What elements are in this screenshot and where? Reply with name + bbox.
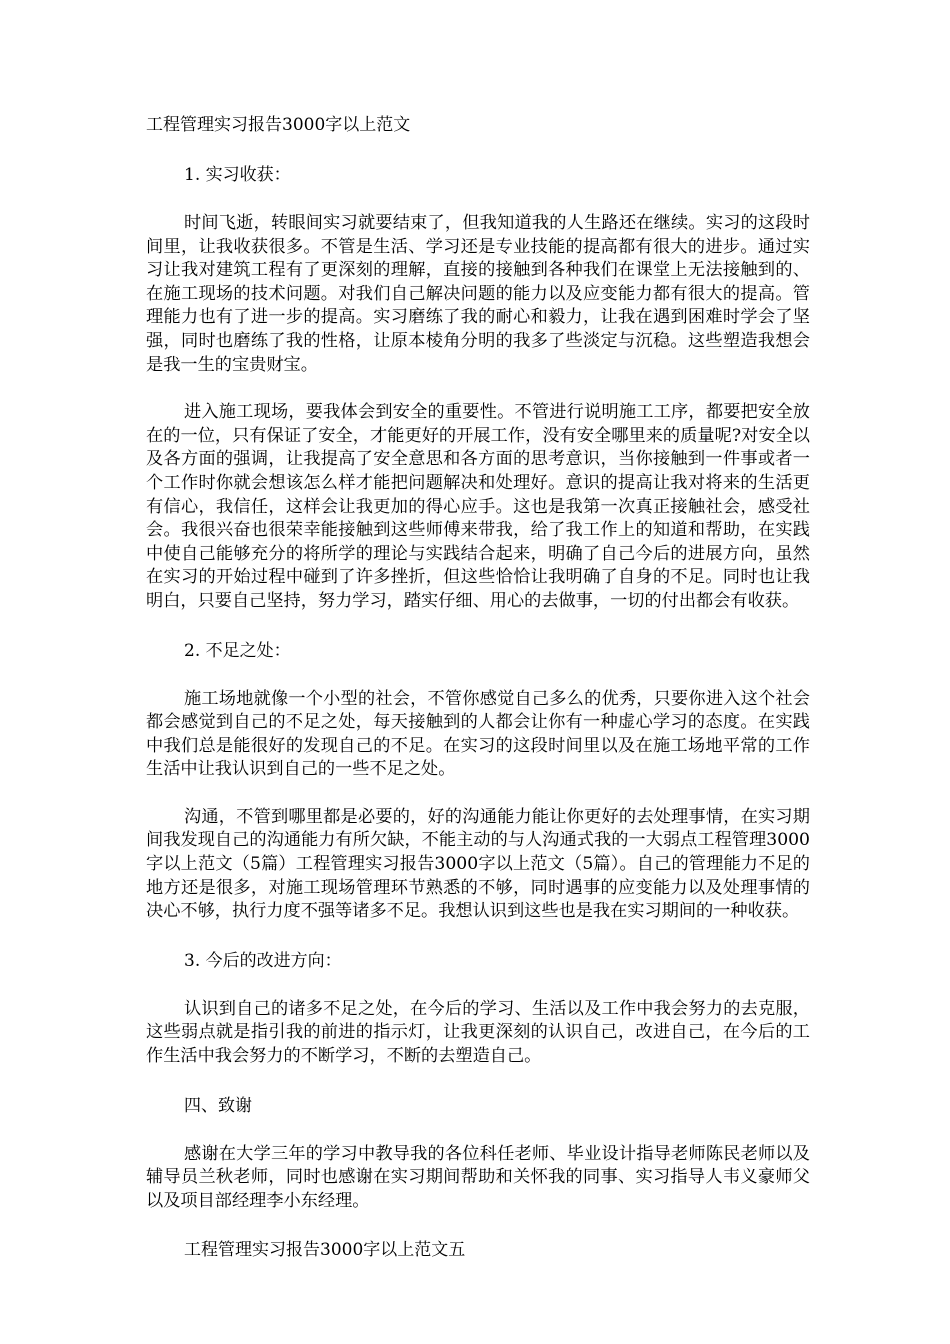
- paragraph: 认识到自己的诸多不足之处，在今后的学习、生活以及工作中我会努力的去克服，这些弱点就是指引我的前进的指示灯，让我更深刻的认识自己，改进自己，在今后的工作生活中我会努力的不断学习，不断的去塑造自己。: [146, 998, 810, 1067]
- paragraph: 施工场地就像一个小型的社会，不管你感觉自己多么的优秀，只要你进入这个社会都会感觉到自己的不足之处，每天接触到的人都会让你有一种虚心学习的态度。在实践中我们总是能很好的发现自己的不足。在实习的这段时间里以及在施工场地平常的工作生活中让我认识到自己的一些不足之处。: [146, 688, 810, 780]
- document-title: 工程管理实习报告3000字以上范文: [146, 115, 411, 135]
- paragraph: 感谢在大学三年的学习中教导我的各位科任老师、毕业设计指导老师陈民老师以及辅导员兰秋老师，同时也感谢在实习期间帮助和关怀我的同事、实习指导人韦义豪师父以及项目部经理李小东经理。: [146, 1143, 810, 1211]
- paragraph: 时间飞逝，转眼间实习就要结束了，但我知道我的人生路还在继续。实习的这段时间里，让我收获很多。不管是生活、学习还是专业技能的提高都有很大的进步。通过实习让我对建筑工程有了更深刻的理解，直接的接触到各种我们在课堂上无法接触到的、在施工现场的技术问题。对我们自己解决问题的能力以及应变能力都有很大的提高。管理能力也有了进一步的提高。实习磨练了我的耐心和毅力，让我在遇到困难时学会了坚强，同时也磨练了我的性格，让原本棱角分明的我多了些淡定与沉稳。这些塑造我想会是我一生的宝贵财宝。: [146, 213, 810, 375]
- paragraph: 进入施工现场，要我体会到安全的重要性。不管进行说明施工工序，都要把安全放在的一位，只有保证了安全，才能更好的开展工作，没有安全哪里来的质量呢?对安全以及各方面的强调，让我提高了安全意思和各方面的思考意识，当你接触到一件事或者一个工作时你就会想该怎么样才能把问题解决和处理好。意识的提高让我对将来的生活更有信心，我信任，这样会让我更加的得心应手。这也是我第一次真正接触社会，感受社会。我很兴奋也很荣幸能接触到这些师傅来带我，给了我工作上的知道和帮助，在实践中使自己能够充分的将所学的理论与实践结合起来，明确了自己今后的进展方向，虽然在实习的开始过程中碰到了许多挫折，但这些恰恰让我明确了自身的不足。同时也让我明白，只要自己坚持，努力学习，踏实仔细、用心的去做事，一切的付出都会有收获。: [146, 402, 810, 611]
- section-heading-thanks: 四、致谢: [184, 1095, 252, 1116]
- document-page: [146, 112, 810, 1287]
- section-heading-shortcomings: 2. 不足之处：: [184, 640, 291, 661]
- next-document-title: 工程管理实习报告3000字以上范文五: [184, 1240, 466, 1261]
- section-heading-gains: 1. 实习收获：: [184, 165, 291, 185]
- section-heading-improvement: 3. 今后的改进方向：: [184, 950, 342, 971]
- paragraph: 沟通，不管到哪里都是必要的，好的沟通能力能让你更好的去处理事情，在实习期间我发现自己的沟通能力有所欠缺，不能主动的与人沟通式我的一大弱点工程管理3000字以上范文（5篇）工程管理实习报告3000字以上范文（5篇）。自己的管理能力不足的地方还是很多，对施工现场管理环节熟悉的不够，同时遇事的应变能力以及处理事情的决心不够，执行力度不强等诸多不足。我想认识到这些也是我在实习期间的一种收获。: [146, 806, 810, 922]
